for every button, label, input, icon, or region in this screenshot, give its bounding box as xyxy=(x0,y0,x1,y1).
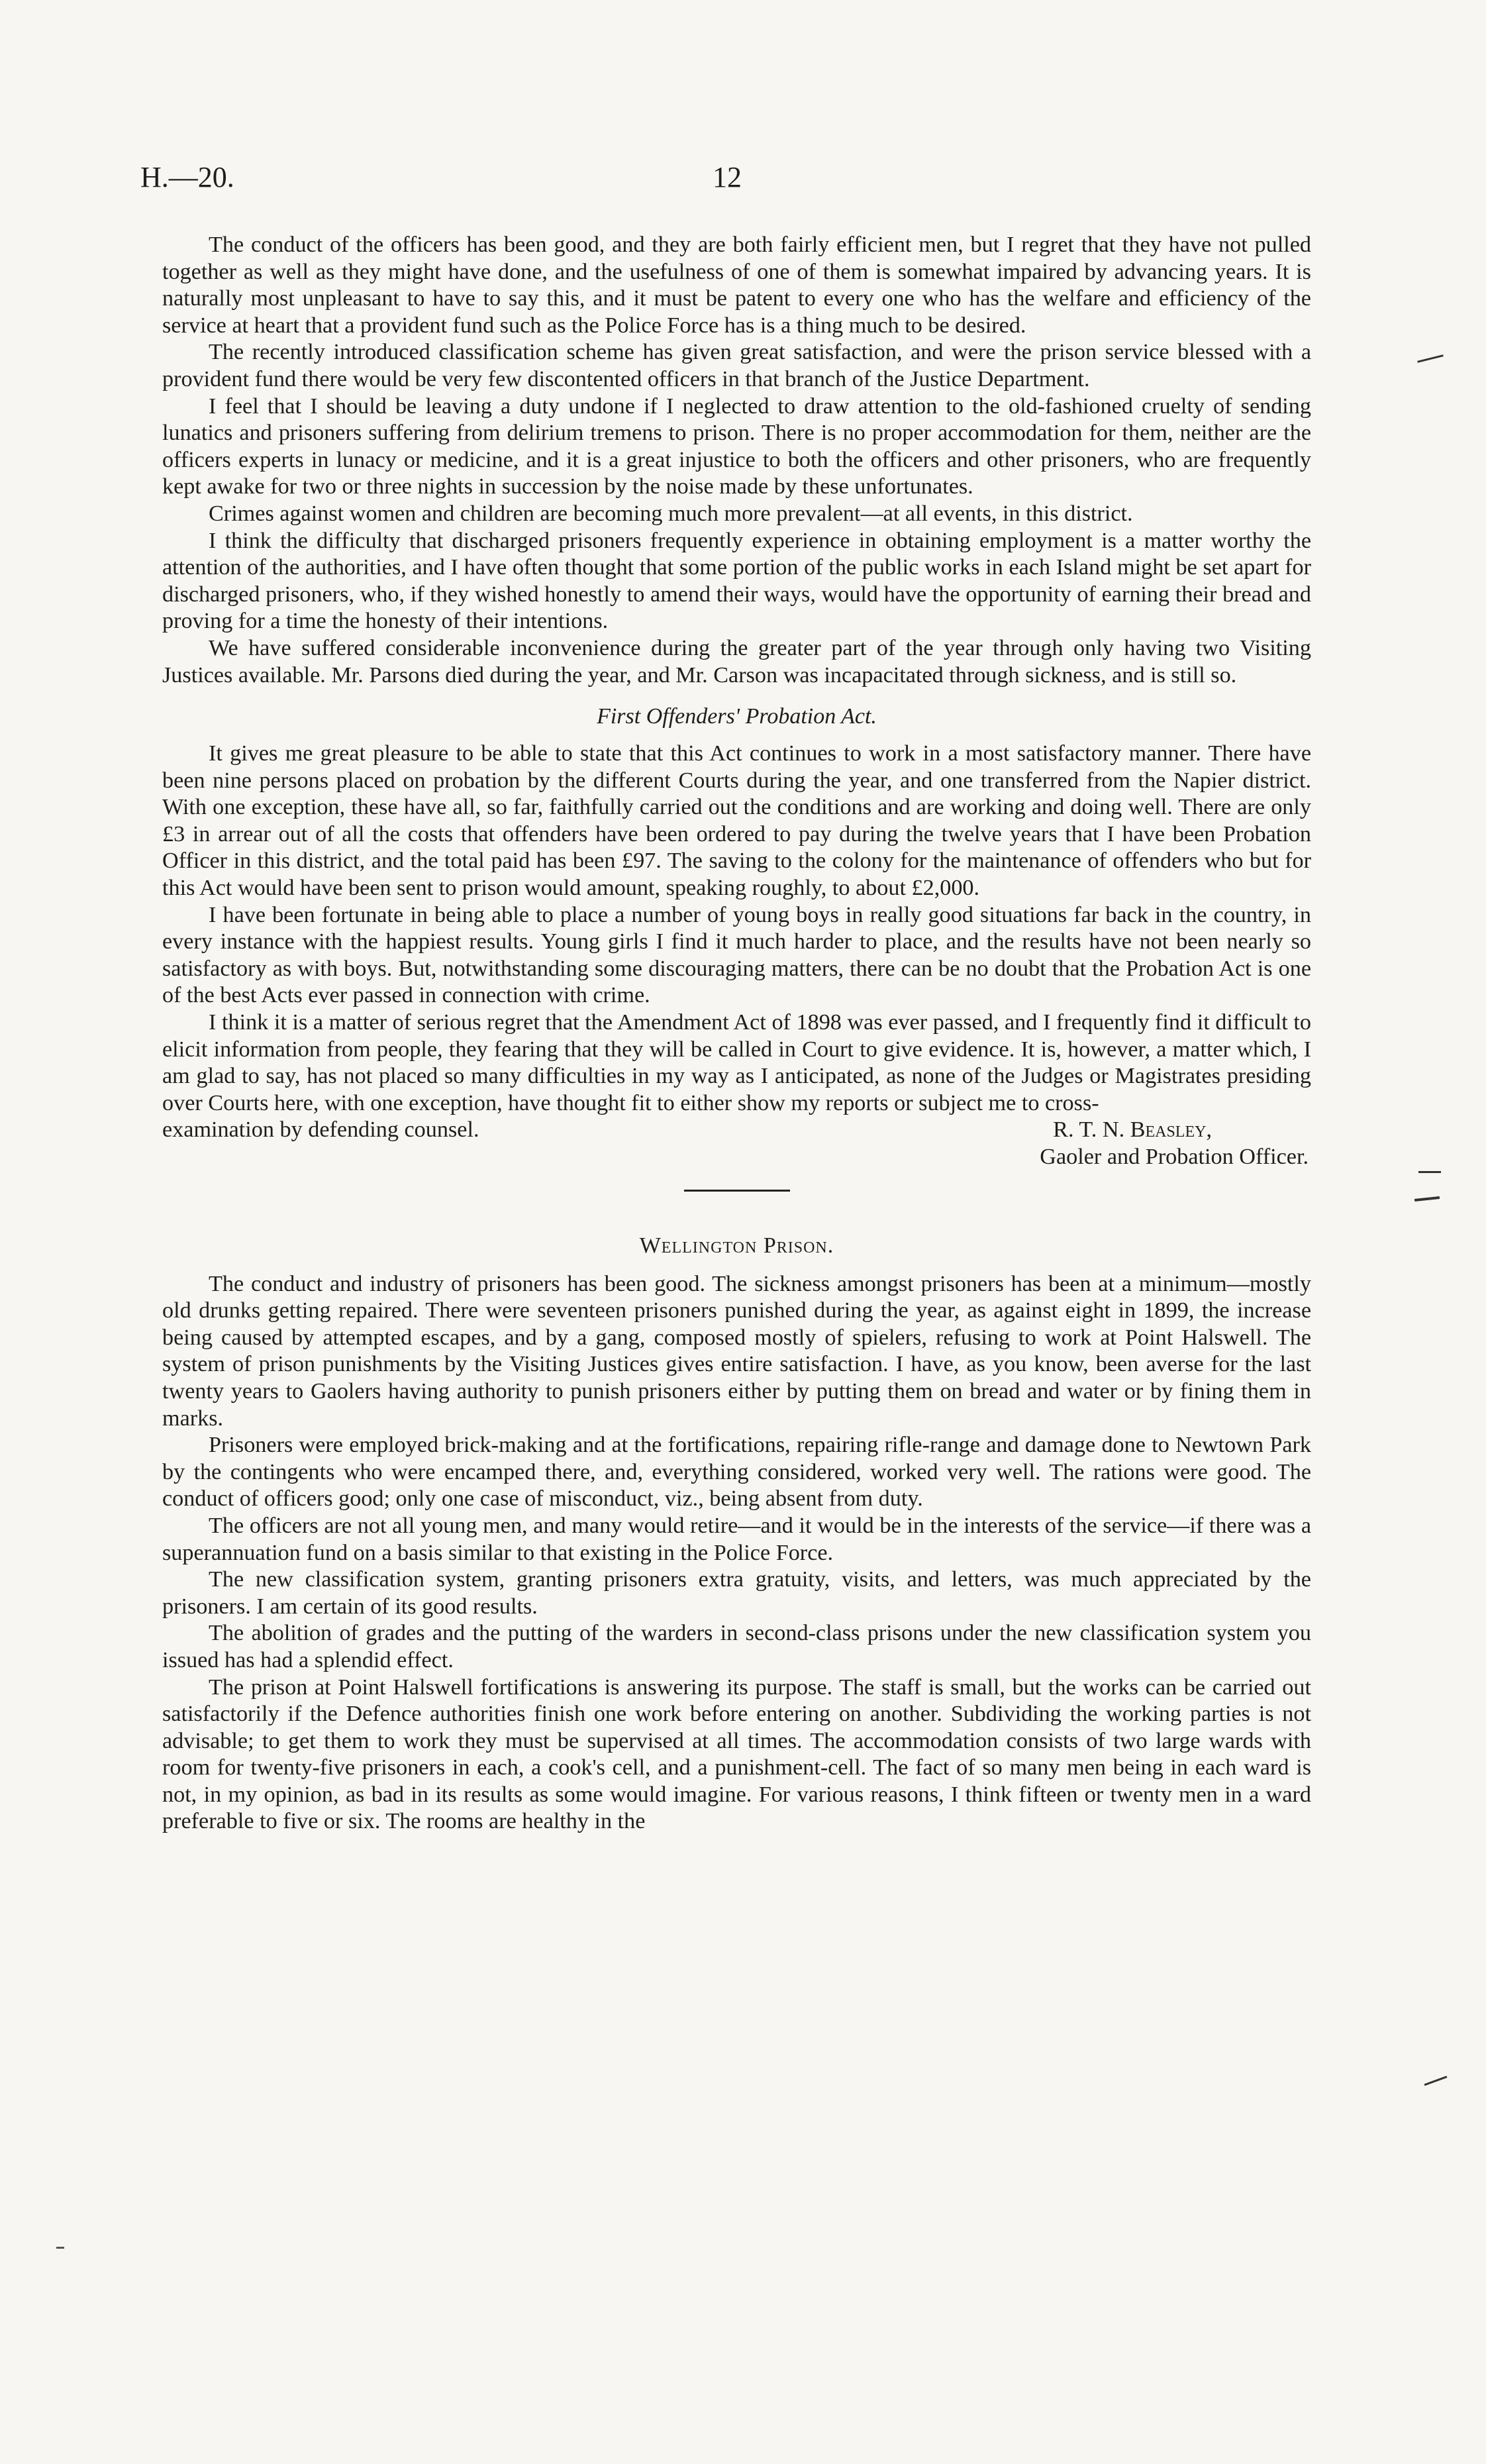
paragraph-crimes: Crimes against women and children are becoming much more prevalent—at all events, in this district. xyxy=(209,501,1133,526)
section-divider xyxy=(684,1190,790,1192)
margin-mark xyxy=(1424,2076,1448,2086)
paragraph-employment: Prisoners were employed brick-making and at the fortifications, repairing rifle-range and damage done to Newtown Park by the contingents who were encamped there, and, everything considered, worked very well. The rations were good. The conduct of officers good; only one case of misconduct, viz., being absent from duty. xyxy=(162,1433,1311,1512)
paragraph-superannuation: The officers are not all young men, and many would retire—and it would be in the interests of the service—if there was a superannuation fund on a basis similar to that existing in the Police Force. xyxy=(162,1513,1311,1565)
margin-mark xyxy=(1418,1171,1441,1173)
paragraph-probation-results: It gives me great pleasure to be able to state that this Act continues to work in a most satisfactory manner. There have been nine persons placed on probation by the different Courts during the year, and one transferred from the Napier district. With one exception, these have all, so far, faithfully carried out the conditions and are working and doing well. There are only £3 in arrear out of all the costs that offenders have been ordered to pay during the twelve years that I have been Probation Officer in this district, and the total paid has been £97. The saving to the colony for the maintenance of offenders who but for this Act would have been sent to prison would amount, speaking roughly, to about £2,000. xyxy=(162,741,1311,901)
section-heading-wellington-prison: Wellington Prison. xyxy=(639,1233,834,1258)
margin-mark xyxy=(1414,1196,1440,1202)
document-body xyxy=(162,232,1311,1835)
signature-role: Gaoler and Probation Officer. xyxy=(1040,1145,1309,1169)
paragraph-classification-scheme: The recently introduced classification scheme has given great satisfaction, and were the prison service blessed with a provident fund there would be very few discontented officers in that branch of the Justice Department. xyxy=(162,340,1311,391)
paragraph-abolition-grades: The abolition of grades and the putting of the warders in second-class prisons under the new classification system you issued has had a splendid effect. xyxy=(162,1621,1311,1672)
paragraph-conduct-industry: The conduct and industry of prisoners has been good. The sickness amongst prisoners has been at a minimum—mostly old drunks getting repaired. There were seventeen prisoners punished during the year, as against eight in 1899, the increase being caused by attempted escapes, and by a gang, composed mostly of spielers, refusing to work at Point Halswell. The system of prison punishments by the Visiting Justices gives entire satisfaction. I have, as you know, been averse for the last twenty years to Gaolers having authority to punish prisoners either by putting them on bread and water or by fining them in marks. xyxy=(162,1271,1311,1431)
signature-name: R. T. N. Beasley, xyxy=(1053,1117,1212,1143)
page-number: 12 xyxy=(713,161,742,193)
section-heading-probation-act: First Offenders' Probation Act. xyxy=(597,704,877,729)
margin-mark xyxy=(56,2247,64,2249)
signature-line xyxy=(162,1117,1311,1144)
paragraph-new-classification: The new classification system, granting prisoners extra gratuity, visits, and letters, was much appreciated by the prisoners. I am certain of its good results. xyxy=(162,1567,1311,1619)
paragraph-amendment-act-end: examination by defending counsel. xyxy=(162,1117,479,1143)
paragraph-point-halswell: The prison at Point Halswell fortifications is answering its purpose. The staff is small, but the works can be carried out satisfactorily if the Defence authorities finish one work before entering on another. Subdividing the working parties is not advisable; to get them to work they must be supervised at all times. The accommodation consists of two large wards with room for twenty-five prisoners in each, a cook's cell, and a punishment-cell. The fact of so many men being in each ward is not, in my opinion, as bad in its results as some would imagine. For various reasons, I think fifteen or twenty men in a ward preferable to five or six. The rooms are healthy in the xyxy=(162,1674,1311,1834)
paragraph-visiting-justices: We have suffered considerable inconvenience during the greater part of the year through only having two Visiting Justices available. Mr. Parsons died during the year, and Mr. Carson was incapacitated through sickness, and is still so. xyxy=(162,635,1311,688)
document-reference: H.—20. xyxy=(140,161,234,193)
paragraph-discharged-prisoners: I think the difficulty that discharged prisoners frequently experience in obtaining employment is a matter worthy the attention of the authorities, and I have often thought that some portion of the public works in each Island might be set apart for discharged prisoners, who, if they wished honestly to amend their ways, would have the opportunity of earning their bread and proving for a time the honesty of their intentions. xyxy=(162,528,1311,634)
paragraph-young-boys: I have been fortunate in being able to place a number of young boys in really good situations far back in the country, in every instance with the happiest results. Young girls I find it much harder to place, and the results have not been nearly so satisfactory as with boys. But, notwithstanding some discouraging matters, there can be no doubt that the Probation Act is one of the best Acts ever passed in connection with crime. xyxy=(162,902,1311,1008)
paragraph-amendment-act: I think it is a matter of serious regret that the Amendment Act of 1898 was ever passed, and I frequently find it difficult to elicit information from people, they fearing that they will be called in Court to give evidence. It is, however, a matter which, I am glad to say, has not placed so many difficulties in my way as I anticipated, as none of the Judges or Magistrates presiding over Courts here, with one exception, have thought fit to either show my reports or subject me to cross- xyxy=(162,1010,1311,1115)
paragraph-lunatics: I feel that I should be leaving a duty undone if I neglected to draw attention to the old-fashioned cruelty of sending lunatics and prisoners suffering from delirium tremens to prison. There is no proper accommodation for them, neither are the officers experts in lunacy or medicine, and it is a great injustice to both the officers and other prisoners, who are frequently kept awake for two or three nights in succession by the noise made by these unfortunates. xyxy=(162,393,1311,499)
paragraph-officers-conduct: The conduct of the officers has been good, and they are both fairly efficient men, but I regret that they have not pulled together as well as they might have done, and the usefulness of one of them is somewhat impaired by advancing years. It is naturally most unpleasant to have to say this, and it must be patent to every one who has the welfare and efficiency of the service at heart that a provident fund such as the Police Force has is a thing much to be desired. xyxy=(162,232,1311,338)
margin-mark xyxy=(1417,354,1444,363)
page-header xyxy=(139,160,1311,207)
